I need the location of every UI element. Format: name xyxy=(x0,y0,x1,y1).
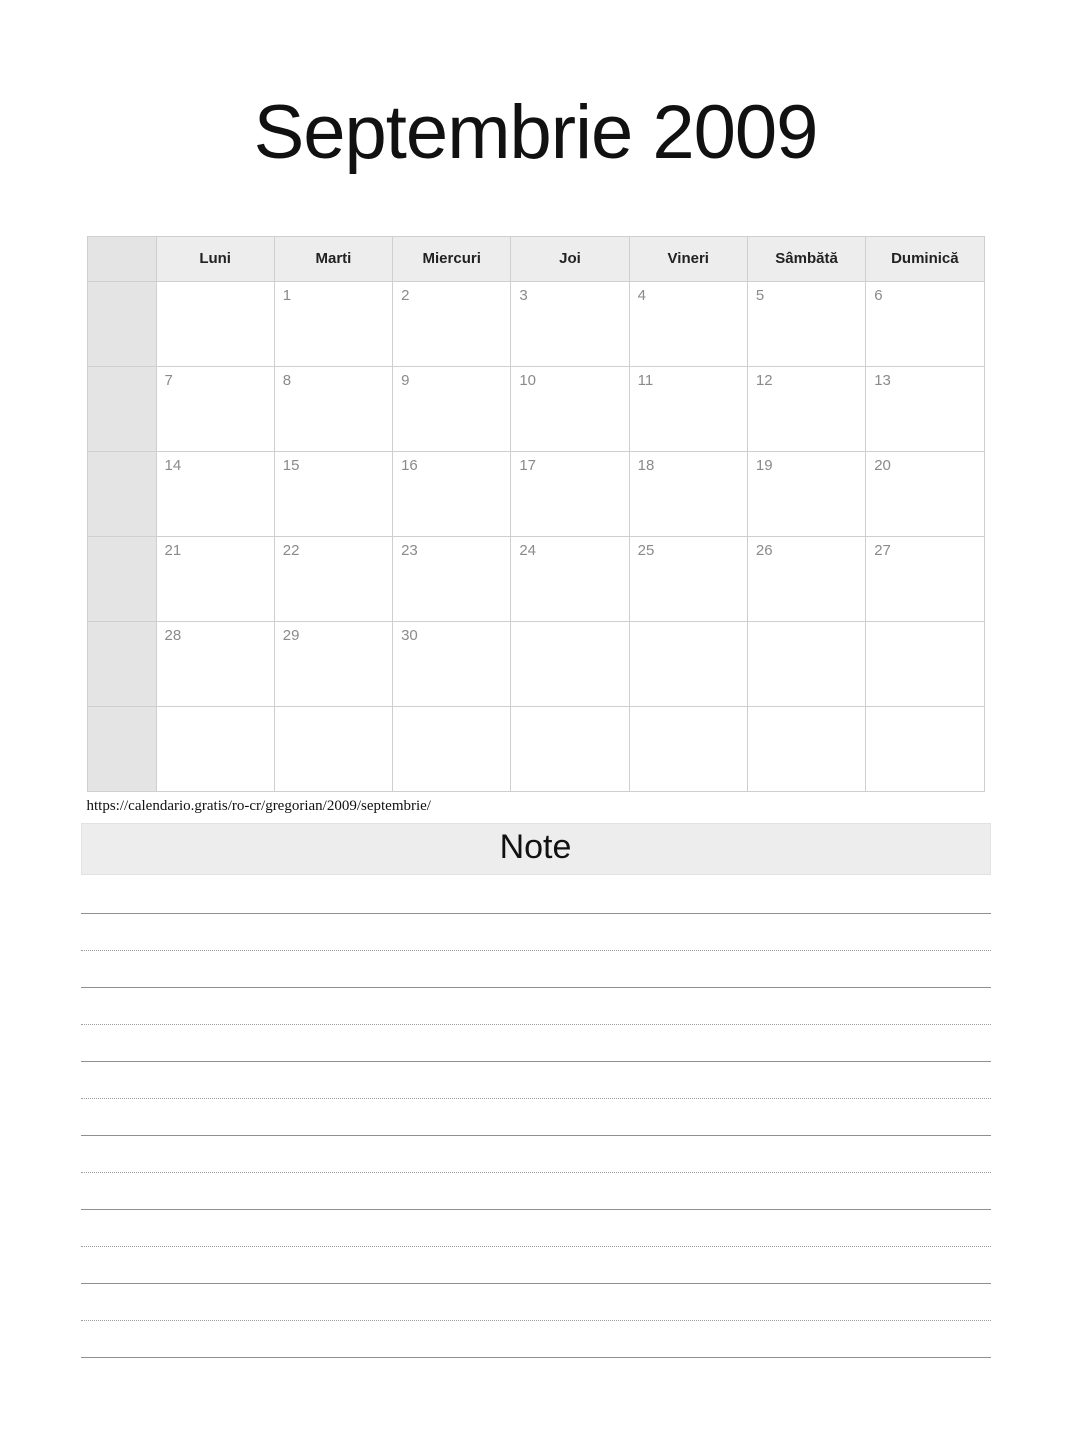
note-line[interactable] xyxy=(81,1099,991,1136)
notes-lines xyxy=(81,877,991,1358)
day-cell[interactable] xyxy=(511,451,629,536)
day-number: 30 xyxy=(401,626,418,644)
note-line[interactable] xyxy=(81,951,991,988)
weekday-header-friday: Vineri xyxy=(629,236,747,281)
note-line[interactable] xyxy=(81,914,991,951)
week-number-cell xyxy=(87,706,156,791)
day-number xyxy=(630,622,747,628)
table-row xyxy=(87,706,984,791)
day-cell[interactable] xyxy=(274,281,392,366)
day-number: 1 xyxy=(282,286,292,304)
day-cell[interactable] xyxy=(866,621,984,706)
day-cell[interactable] xyxy=(393,706,511,791)
day-number: 27 xyxy=(874,541,891,559)
day-number: 15 xyxy=(282,456,300,474)
note-line[interactable] xyxy=(81,1321,991,1358)
day-cell[interactable] xyxy=(393,366,511,451)
notes-heading: Note xyxy=(81,823,991,875)
week-number-cell xyxy=(87,621,156,706)
day-cell[interactable] xyxy=(629,451,747,536)
day-number: 5 xyxy=(755,286,765,304)
day-number: 24 xyxy=(519,541,537,559)
day-number xyxy=(748,707,865,713)
day-number xyxy=(157,282,274,288)
day-cell[interactable] xyxy=(156,366,274,451)
notes-section xyxy=(81,823,991,1358)
weekday-header-saturday: Sâmbătă xyxy=(747,236,865,281)
day-cell[interactable] xyxy=(511,281,629,366)
day-number: 4 xyxy=(637,286,646,304)
day-cell[interactable] xyxy=(511,706,629,791)
day-number: 12 xyxy=(755,371,773,389)
weekday-header-thursday: Joi xyxy=(511,236,629,281)
note-line[interactable] xyxy=(81,1136,991,1173)
note-line[interactable] xyxy=(81,1210,991,1247)
note-line[interactable] xyxy=(81,1025,991,1062)
week-number-cell xyxy=(87,451,156,536)
note-line[interactable] xyxy=(81,877,991,914)
day-cell[interactable] xyxy=(866,366,984,451)
day-cell[interactable] xyxy=(156,536,274,621)
weekday-header-tuesday: Marti xyxy=(274,236,392,281)
day-cell[interactable] xyxy=(747,366,865,451)
day-cell[interactable] xyxy=(629,366,747,451)
table-row xyxy=(87,536,984,621)
day-number: 3 xyxy=(519,286,528,304)
day-number: 26 xyxy=(755,541,773,559)
day-number xyxy=(630,707,747,713)
day-cell[interactable] xyxy=(866,451,984,536)
day-number: 18 xyxy=(637,456,655,474)
day-cell[interactable] xyxy=(156,451,274,536)
table-row xyxy=(87,451,984,536)
day-cell[interactable] xyxy=(274,536,392,621)
day-cell[interactable] xyxy=(629,281,747,366)
day-number: 14 xyxy=(164,456,182,474)
day-cell[interactable] xyxy=(629,536,747,621)
day-number: 9 xyxy=(401,371,410,389)
day-cell[interactable] xyxy=(747,451,865,536)
week-number-header xyxy=(87,236,156,281)
day-number: 7 xyxy=(164,371,173,389)
weekday-header-row xyxy=(87,236,984,281)
day-cell[interactable] xyxy=(511,536,629,621)
day-cell[interactable] xyxy=(274,366,392,451)
calendar-header xyxy=(87,236,984,281)
day-cell[interactable] xyxy=(393,451,511,536)
weekday-header-sunday: Duminică xyxy=(866,236,984,281)
day-number: 19 xyxy=(755,456,773,474)
day-number: 6 xyxy=(874,286,883,304)
calendar-page xyxy=(0,51,1071,1437)
day-cell[interactable] xyxy=(393,621,511,706)
table-row xyxy=(87,366,984,451)
day-number: 23 xyxy=(401,541,418,559)
note-line[interactable] xyxy=(81,1062,991,1099)
day-cell[interactable] xyxy=(511,366,629,451)
week-number-cell xyxy=(87,536,156,621)
weekday-header-wednesday: Miercuri xyxy=(393,236,511,281)
day-cell[interactable] xyxy=(866,281,984,366)
day-cell[interactable] xyxy=(393,536,511,621)
weekday-header-monday: Luni xyxy=(156,236,274,281)
week-number-cell xyxy=(87,281,156,366)
day-cell[interactable] xyxy=(156,621,274,706)
day-number: 8 xyxy=(282,371,292,389)
day-cell[interactable] xyxy=(274,621,392,706)
day-cell[interactable] xyxy=(747,706,865,791)
week-number-cell xyxy=(87,366,156,451)
day-number xyxy=(511,707,628,713)
day-number: 17 xyxy=(519,456,537,474)
day-number: 25 xyxy=(637,541,655,559)
source-url[interactable]: https://calendario.gratis/ro-cr/gregorian/2009/septembrie/ xyxy=(86,797,431,814)
day-cell[interactable] xyxy=(156,706,274,791)
day-cell[interactable] xyxy=(511,621,629,706)
day-number: 13 xyxy=(874,371,891,389)
day-number: 11 xyxy=(637,371,654,389)
day-cell[interactable] xyxy=(747,281,865,366)
day-number xyxy=(393,707,510,713)
day-cell[interactable] xyxy=(156,281,274,366)
day-cell[interactable] xyxy=(274,451,392,536)
day-number: 20 xyxy=(874,456,891,474)
day-cell[interactable] xyxy=(629,706,747,791)
day-number xyxy=(511,622,628,628)
note-line[interactable] xyxy=(81,1173,991,1210)
day-number: 29 xyxy=(282,626,300,644)
day-number xyxy=(157,707,274,713)
day-number: 2 xyxy=(401,286,410,304)
calendar-container xyxy=(87,236,985,792)
day-cell[interactable] xyxy=(866,536,984,621)
day-number: 10 xyxy=(519,371,537,389)
note-line[interactable] xyxy=(81,1284,991,1321)
table-row xyxy=(87,281,984,366)
day-cell[interactable] xyxy=(393,281,511,366)
day-number: 22 xyxy=(282,541,300,559)
day-number xyxy=(275,707,392,713)
day-number xyxy=(748,622,865,628)
calendar-table xyxy=(87,236,985,792)
day-cell[interactable] xyxy=(274,706,392,791)
day-cell[interactable] xyxy=(629,621,747,706)
day-number: 21 xyxy=(164,541,182,559)
day-cell[interactable] xyxy=(866,706,984,791)
day-cell[interactable] xyxy=(747,536,865,621)
calendar-body xyxy=(87,281,984,791)
page-title: Septembrie 2009 xyxy=(253,89,818,175)
table-row xyxy=(87,621,984,706)
note-line[interactable] xyxy=(81,988,991,1025)
day-number xyxy=(866,707,983,713)
day-number: 28 xyxy=(164,626,182,644)
day-cell[interactable] xyxy=(747,621,865,706)
note-line[interactable] xyxy=(81,1247,991,1284)
day-number: 16 xyxy=(401,456,418,474)
day-number xyxy=(866,622,983,628)
